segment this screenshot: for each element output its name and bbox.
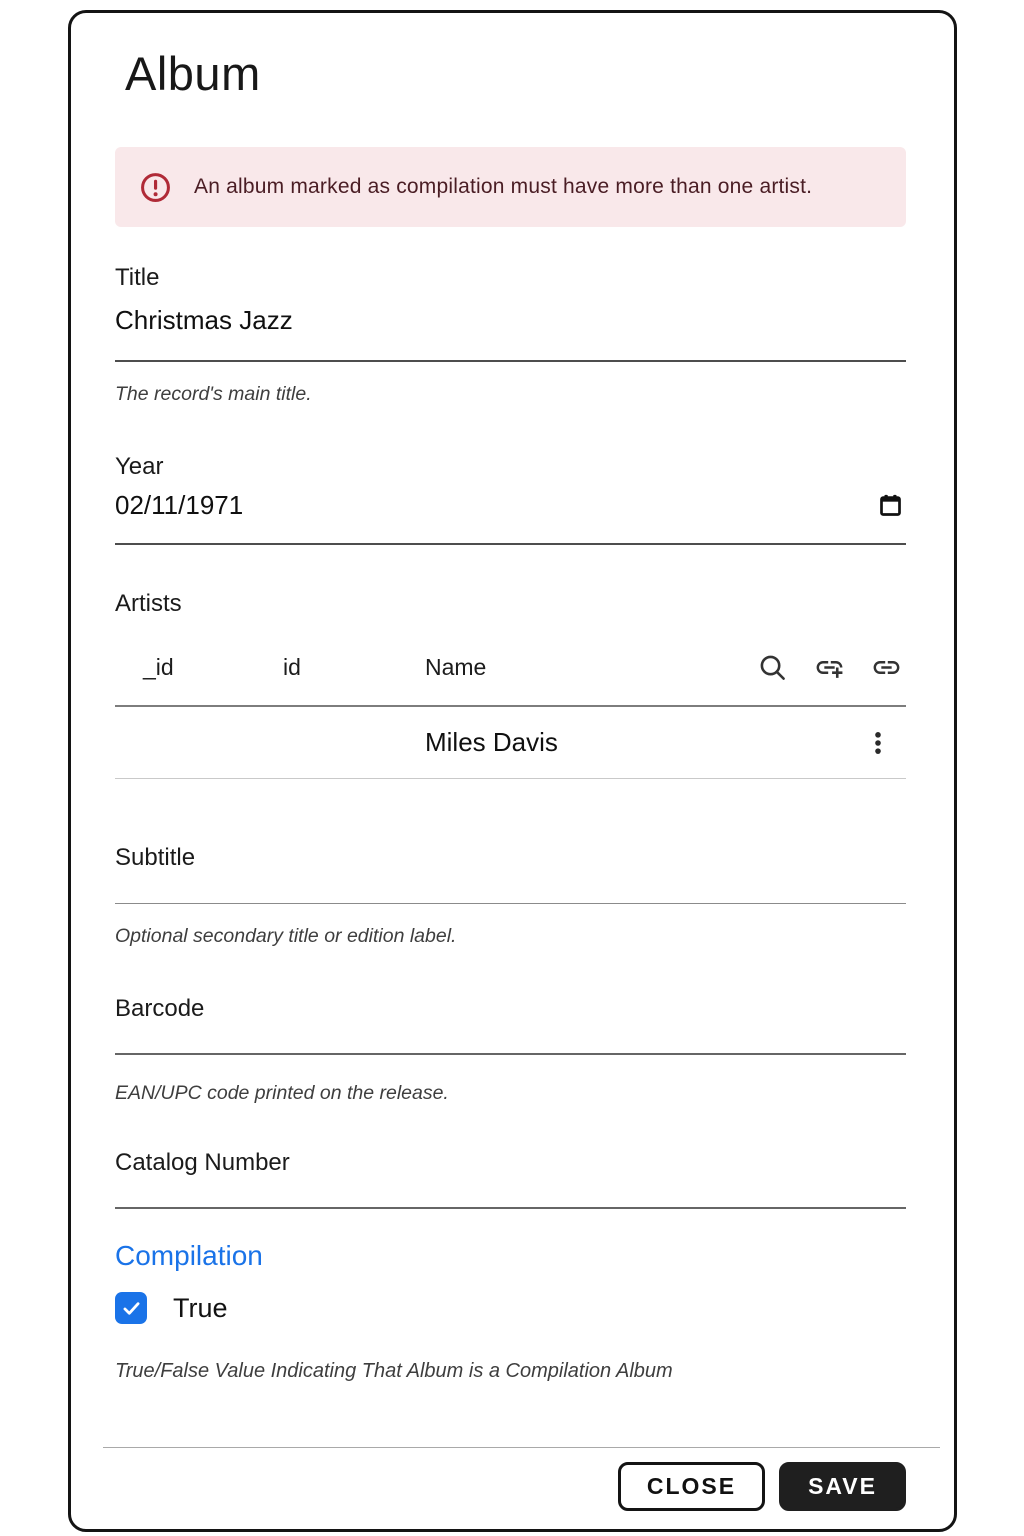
save-button[interactable]: SAVE bbox=[779, 1462, 906, 1511]
subtitle-label: Subtitle bbox=[115, 844, 196, 871]
kebab-menu-icon[interactable] bbox=[864, 729, 892, 757]
year-value: 02/11/1971 bbox=[115, 490, 244, 520]
checkmark-icon bbox=[121, 1298, 142, 1319]
alert-message: An album marked as compilation must have more than one artist. bbox=[194, 175, 813, 198]
compilation-row bbox=[115, 1292, 906, 1324]
title-value: Christmas Jazz bbox=[115, 305, 293, 335]
link-icon[interactable] bbox=[871, 652, 902, 683]
compilation-true-label: True bbox=[173, 1292, 228, 1323]
compilation-label: Compilation bbox=[115, 1240, 263, 1271]
table-header-actions bbox=[757, 652, 902, 683]
subtitle-field bbox=[115, 843, 906, 948]
artists-table-header bbox=[115, 618, 906, 707]
add-link-icon[interactable] bbox=[814, 652, 845, 683]
title-label: Title bbox=[115, 264, 160, 291]
dialog-footer bbox=[101, 1447, 940, 1529]
compilation-helper: True/False Value Indicating That Album is a Compilation Album bbox=[115, 1360, 673, 1382]
subtitle-input[interactable] bbox=[115, 872, 906, 904]
alert-banner bbox=[115, 147, 906, 227]
barcode-input[interactable] bbox=[115, 1023, 906, 1055]
error-icon bbox=[139, 171, 172, 204]
page-title: Album bbox=[125, 47, 261, 100]
artists-label: Artists bbox=[115, 590, 182, 617]
year-label: Year bbox=[115, 453, 164, 480]
column-header-id: id bbox=[283, 654, 301, 680]
title-input[interactable] bbox=[115, 292, 906, 362]
catalog-number-input[interactable] bbox=[115, 1177, 906, 1209]
barcode-field bbox=[115, 994, 906, 1105]
artist-name-cell: Miles Davis bbox=[425, 727, 558, 757]
compilation-field bbox=[115, 1239, 906, 1383]
catalog-number-label: Catalog Number bbox=[115, 1149, 290, 1176]
calendar-icon[interactable] bbox=[877, 492, 904, 519]
compilation-checkbox[interactable] bbox=[115, 1292, 147, 1324]
title-helper: The record's main title. bbox=[115, 383, 312, 405]
catalog-number-field bbox=[115, 1148, 906, 1209]
year-input[interactable] bbox=[115, 481, 906, 545]
barcode-helper: EAN/UPC code printed on the release. bbox=[115, 1082, 449, 1104]
title-field bbox=[115, 263, 906, 406]
year-field bbox=[115, 452, 906, 545]
artists-section bbox=[115, 589, 906, 779]
barcode-label: Barcode bbox=[115, 995, 205, 1022]
close-button[interactable]: CLOSE bbox=[618, 1462, 765, 1511]
column-header-name: Name bbox=[425, 654, 487, 680]
subtitle-helper: Optional secondary title or edition label. bbox=[115, 925, 457, 947]
album-dialog bbox=[68, 10, 957, 1532]
search-icon[interactable] bbox=[757, 652, 788, 683]
artist-table-row[interactable] bbox=[115, 707, 906, 779]
column-header-underscore-id: _id bbox=[143, 654, 174, 680]
